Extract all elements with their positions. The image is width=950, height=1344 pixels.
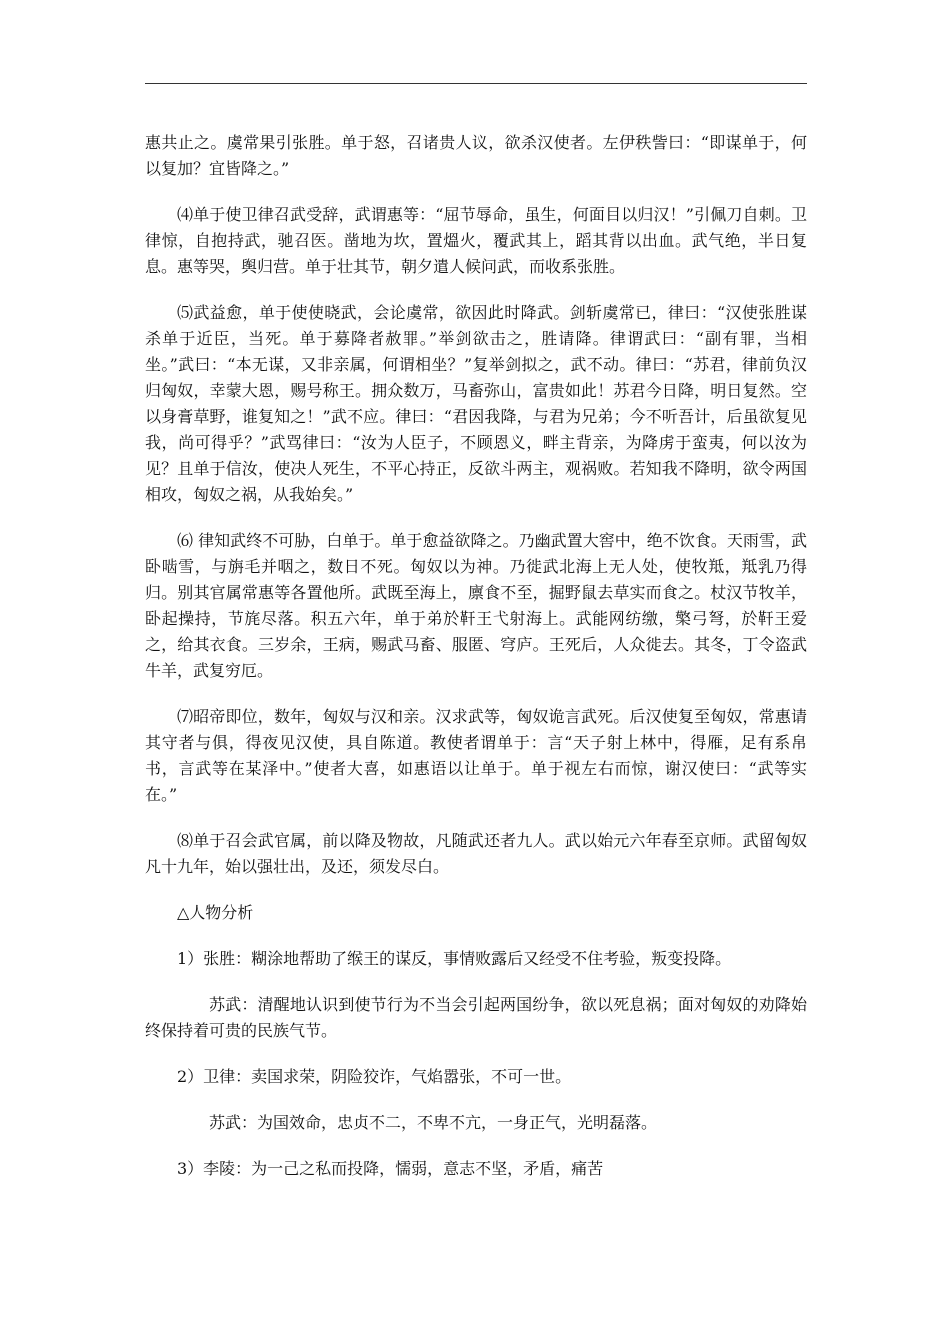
paragraph-8: ⑻单于召会武官属，前以降及物故，凡随武还者九人。武以始元六年春至京师。武留匈奴凡十九年，始以强壮出，及还，须发尽白。 <box>145 831 807 876</box>
document-body <box>145 130 807 1202</box>
paragraph-5: ⑸武益愈，单于使使晓武，会论虞常，欲因此时降武。剑斩虞常已，律曰：“汉使张胜谋杀单于近臣，当死。单于募降者赦罪。”举剑欲击之，胜请降。律谓武曰：“副有罪，当相坐。”武曰：“本无谋，又非亲属，何谓相坐？”复举剑拟之，武不动。律曰：“苏君，律前负汉归匈奴，幸蒙大恩，赐号称王。拥众数万，马畜弥山，富贵如此！苏君今日降，明日复然。空以身膏草野，谁复知之！”武不应。律曰：“君因我降，与君为兄弟；今不听吾计，后虽欲复见我，尚可得乎？”武骂律曰：“汝为人臣子，不顾恩义，畔主背亲，为降虏于蛮夷，何以汝为见？且单于信汝，使决人死生，不平心持正，反欲斗两主，观祸败。若知我不降明，欲令两国相攻，匈奴之祸，从我始矣。” <box>145 303 807 504</box>
paragraph-4: ⑷单于使卫律召武受辞，武谓惠等：“屈节辱命，虽生，何面目以归汉！”引佩刀自刺。卫律惊，自抱持武，驰召医。凿地为坎，置熅火，覆武其上，蹈其背以出血。武气绝，半日复息。惠等哭，舆归营。单于壮其节，朝夕遣人候问武，而收系张胜。 <box>145 205 807 276</box>
analysis-item-zhangsheng: 1）张胜：糊涂地帮助了缑王的谋反，事情败露后又经受不住考验，叛变投降。 <box>177 949 732 968</box>
paragraph-continued: 惠共止之。虞常果引张胜。单于怒，召诸贵人议，欲杀汉使者。左伊秩訾曰：“即谋单于，何以复加？宜皆降之。” <box>145 133 807 178</box>
header-rule <box>145 83 807 84</box>
analysis-item-liling: 3）李陵：为一己之私而投降，懦弱，意志不坚，矛盾，痛苦 <box>177 1159 604 1178</box>
analysis-item-suwu-1: 苏武：清醒地认识到使节行为不当会引起两国纷争，欲以死息祸；面对匈奴的劝降始终保持着可贵的民族气节。 <box>145 995 807 1040</box>
paragraph-6: ⑹ 律知武终不可胁，白单于。单于愈益欲降之。乃幽武置大窖中，绝不饮食。天雨雪，武卧啮雪，与旃毛并咽之，数日不死。匈奴以为神。乃徙武北海上无人处，使牧羝，羝乳乃得归。别其官属常惠等各置他所。武既至海上，廪食不至，掘野鼠去草实而食之。杖汉节牧羊，卧起操持，节旄尽落。积五六年，单于弟於靬王弋射海上。武能网纺缴，檠弓弩，於靬王爱之，给其衣食。三岁余，王病，赐武马畜、服匿、穹庐。王死后，人众徙去。其冬，丁令盗武牛羊，武复穷厄。 <box>145 531 807 680</box>
analysis-heading: △人物分析 <box>177 903 254 922</box>
analysis-item-suwu-2: 苏武：为国效命，忠贞不二，不卑不亢，一身正气，光明磊落。 <box>209 1113 658 1132</box>
analysis-item-weilv: 2）卫律：卖国求荣，阴险狡诈，气焰嚣张，不可一世。 <box>177 1067 572 1086</box>
paragraph-7: ⑺昭帝即位，数年，匈奴与汉和亲。汉求武等，匈奴诡言武死。后汉使复至匈奴，常惠请其守者与俱，得夜见汉使，具自陈道。教使者谓单于：言“天子射上林中，得雁，足有系帛书，言武等在某泽中。”使者大喜，如惠语以让单于。单于视左右而惊，谢汉使曰：“武等实在。” <box>145 707 807 804</box>
